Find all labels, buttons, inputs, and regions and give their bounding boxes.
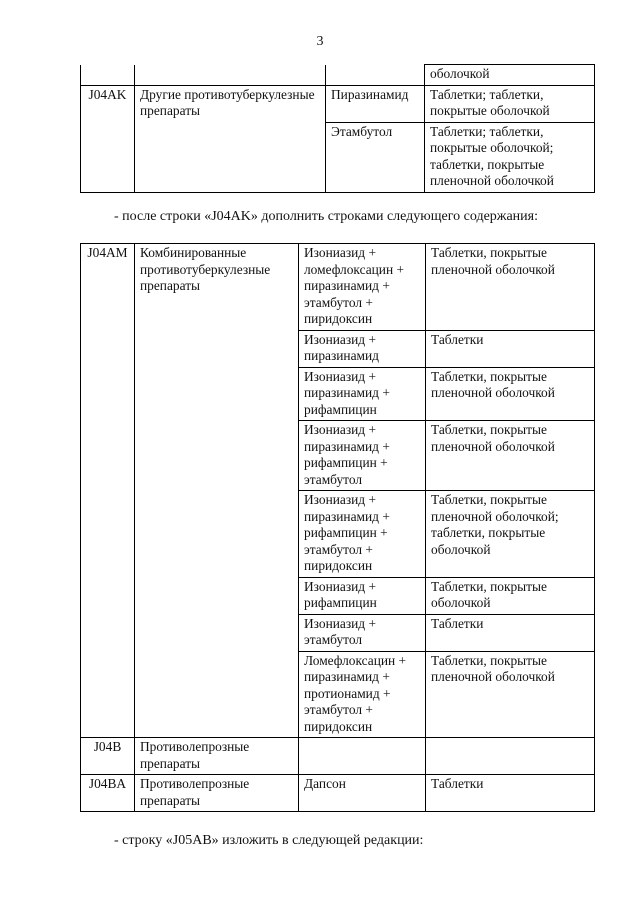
table-row [81, 244, 595, 331]
substance-cell: Пиразинамид [326, 85, 425, 122]
instruction-paragraph: - после строки «J04AK» дополнить строками следующего содержания: [114, 209, 538, 224]
form-cell: Таблетки, покрытые пленочной оболочкой [426, 367, 595, 421]
form-cell [426, 738, 595, 775]
atc-code-cell: J04AK [81, 85, 135, 192]
substance-cell: Изониазид + рифампицин [299, 577, 426, 614]
substance-cell: Ломефлоксацин + пиразинамид + протионамид + этамбутол + пиридоксин [299, 651, 426, 738]
atc-code-cell: J04B [81, 738, 135, 775]
table-continuation [80, 64, 595, 193]
substance-cell: Изониазид + ломефлоксацин + пиразинамид + этамбутол + пиридоксин [299, 244, 426, 331]
substance-cell [326, 65, 425, 86]
substance-cell: Этамбутол [326, 122, 425, 192]
substance-cell [299, 738, 426, 775]
form-cell: Таблетки [426, 614, 595, 651]
form-cell: Таблетки, покрытые пленочной оболочкой [426, 651, 595, 738]
atc-code-cell: J04AM [81, 244, 135, 738]
form-cell: Таблетки, покрытые оболочкой [426, 577, 595, 614]
substance-cell: Изониазид + пиразинамид + рифампицин + этамбутол [299, 421, 426, 491]
substance-cell: Дапсон [299, 775, 426, 812]
substance-cell: Изониазид + пиразинамид [299, 330, 426, 367]
form-cell: Таблетки [426, 775, 595, 812]
atc-code-cell [81, 65, 135, 86]
table-row [81, 775, 595, 812]
form-cell: Таблетки, покрытые пленочной оболочкой [426, 421, 595, 491]
form-cell: Таблетки [426, 330, 595, 367]
form-cell: оболочкой [425, 65, 595, 86]
group-cell: Противолепрозные препараты [135, 775, 299, 812]
table-row [81, 65, 595, 86]
group-cell: Противолепрозные препараты [135, 738, 299, 775]
table-row [81, 738, 595, 775]
instruction-paragraph: - строку «J05AB» изложить в следующей редакции: [114, 833, 424, 848]
form-cell: Таблетки, покрытые пленочной оболочкой; таблетки, покрытые оболочкой [426, 491, 595, 578]
table-row [81, 85, 595, 122]
group-cell [135, 65, 326, 86]
form-cell: Таблетки; таблетки, покрытые оболочкой [425, 85, 595, 122]
substance-cell: Изониазид + этамбутол [299, 614, 426, 651]
page-number: 3 [316, 34, 324, 49]
group-cell: Комбинированные противотуберкулезные препараты [135, 244, 299, 738]
group-cell: Другие противотуберкулезные препараты [135, 85, 326, 192]
substance-cell: Изониазид + пиразинамид + рифампицин + этамбутол + пиридоксин [299, 491, 426, 578]
form-cell: Таблетки; таблетки, покрытые оболочкой; таблетки, покрытые пленочной оболочкой [425, 122, 595, 192]
substance-cell: Изониазид + пиразинамид + рифампицин [299, 367, 426, 421]
atc-code-cell: J04BA [81, 775, 135, 812]
table-addition [80, 243, 595, 812]
form-cell: Таблетки, покрытые пленочной оболочкой [426, 244, 595, 331]
